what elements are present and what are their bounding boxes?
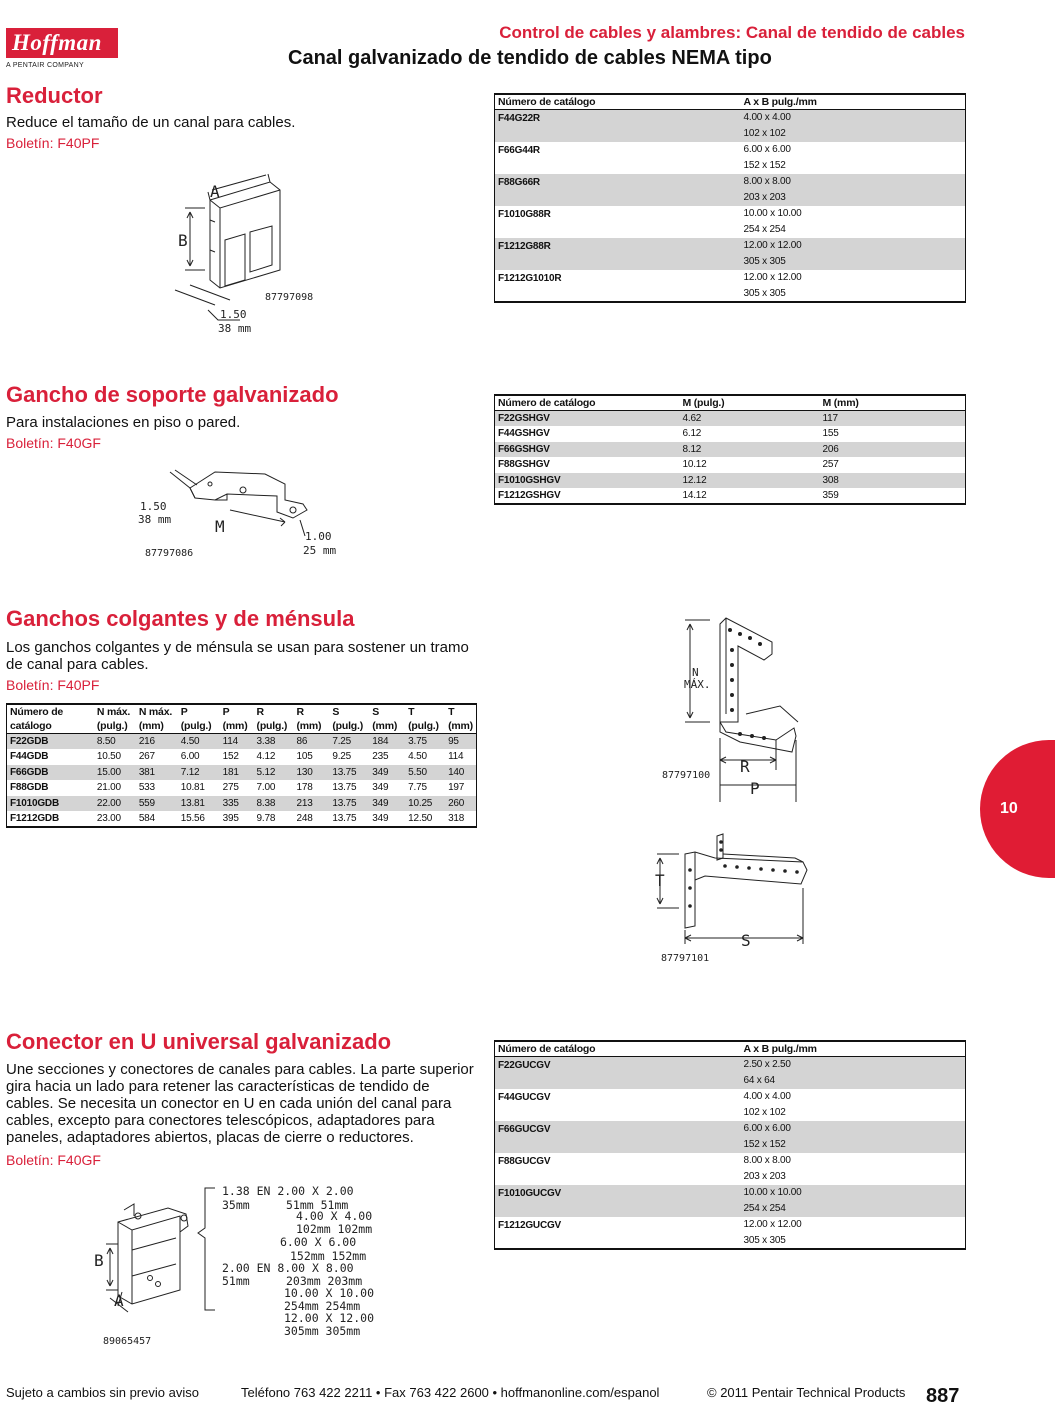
col-header-bottom: (pulg.) bbox=[178, 719, 220, 734]
cell-value: 8.50 bbox=[96, 736, 116, 747]
table-row bbox=[495, 457, 966, 473]
empty-cell bbox=[495, 254, 741, 270]
empty-cell bbox=[495, 222, 741, 238]
cell-value: 12.50 bbox=[408, 812, 433, 824]
col-header-bottom: catálogo bbox=[7, 719, 94, 734]
cell-value: 395 bbox=[222, 812, 239, 824]
table-row bbox=[495, 158, 966, 174]
cell-value: 130 bbox=[296, 766, 313, 778]
col-header-catalog: Número de catálogo bbox=[495, 395, 680, 411]
cell-value: 178 bbox=[296, 782, 313, 794]
table-row bbox=[495, 254, 966, 270]
catalog-number: F66G44R bbox=[498, 144, 540, 156]
col-header-bottom: (mm) bbox=[369, 719, 405, 734]
gancho-mensula-drawing bbox=[655, 830, 815, 965]
gancho-soporte-label-m: M bbox=[215, 517, 225, 536]
conector-u-bulletin[interactable]: Boletín: F40GF bbox=[6, 1152, 101, 1168]
cell-value: 349 bbox=[372, 812, 389, 824]
table-row bbox=[495, 442, 966, 458]
cell-value: 275 bbox=[222, 782, 239, 794]
gancho-soporte-bulletin[interactable]: Boletín: F40GF bbox=[6, 435, 101, 451]
reductor-dim-mm: 38 mm bbox=[218, 322, 252, 335]
cell-value: 95 bbox=[448, 736, 459, 747]
cell-value: 10.25 bbox=[408, 797, 433, 809]
gancho-soporte-dim2-mm: 25 mm bbox=[303, 544, 337, 557]
reductor-description: Reduce el tamaño de un canal para cables. bbox=[6, 114, 296, 131]
table-row bbox=[495, 238, 966, 254]
table-row bbox=[7, 749, 477, 765]
table-row bbox=[495, 110, 966, 126]
cell-value: 117 bbox=[822, 413, 838, 424]
size-mm: 203 x 203 bbox=[743, 192, 786, 203]
catalog-number: F1010G88R bbox=[498, 208, 551, 220]
col-header-top: S bbox=[332, 706, 340, 718]
col-header-bottom: (mm) bbox=[136, 719, 178, 734]
catalog-number: F66GDB bbox=[10, 766, 49, 778]
cell-value: 114 bbox=[222, 736, 238, 747]
ganchos-colgantes-bulletin[interactable]: Boletín: F40PF bbox=[6, 677, 100, 693]
cell-value: 105 bbox=[296, 751, 313, 763]
conector-u-dimension-line: 6.00 X 6.00 bbox=[280, 1235, 357, 1249]
table-row bbox=[495, 1073, 966, 1089]
col-header-catalog: Número de catálogo bbox=[495, 1041, 741, 1057]
cell-value: 213 bbox=[296, 797, 313, 809]
cell-value: 7.75 bbox=[408, 782, 427, 794]
col-header-top: T bbox=[408, 706, 415, 718]
catalog-number: F22GUCGV bbox=[498, 1059, 551, 1071]
table-row bbox=[495, 286, 966, 302]
size-mm: 102 x 102 bbox=[743, 128, 786, 139]
col-header-top: N máx. bbox=[96, 706, 131, 718]
table-row bbox=[495, 1089, 966, 1105]
conector-u-label-a: A bbox=[114, 1291, 124, 1310]
conector-u-dimension-line: 152mm 152mm bbox=[290, 1249, 367, 1263]
cell-value: 6.12 bbox=[682, 428, 702, 440]
logo-subtitle: A PENTAIR COMPANY bbox=[6, 62, 84, 69]
table-row bbox=[495, 1185, 966, 1201]
footer-contact: Teléfono 763 422 2211 • Fax 763 422 2600 • hoffmanonline.com/espanol bbox=[241, 1385, 660, 1400]
col-header-bottom: (pulg.) bbox=[405, 719, 445, 734]
catalog-number: F1212G1010R bbox=[498, 272, 562, 284]
size-mm: 152 x 152 bbox=[743, 1139, 786, 1150]
conector-u-dimension-line: 305mm 305mm bbox=[284, 1324, 361, 1338]
size-inches: 8.00 x 8.00 bbox=[743, 1155, 791, 1166]
table-row bbox=[495, 1105, 966, 1121]
cell-value: 4.50 bbox=[180, 736, 200, 747]
col-header-bottom: (mm) bbox=[293, 719, 329, 734]
hoffman-logo: Hoffman bbox=[6, 28, 118, 58]
gancho-soporte-drawing bbox=[135, 460, 365, 560]
reductor-label-a: A bbox=[210, 182, 220, 201]
table-row bbox=[495, 1121, 966, 1137]
cell-value: 10.12 bbox=[682, 459, 707, 471]
conector-u-dimension-line: 10.00 X 10.00 bbox=[284, 1286, 375, 1300]
catalog-number: F88GSHGV bbox=[498, 459, 550, 471]
col-header-top: P bbox=[222, 706, 230, 718]
chapter-number: 10 bbox=[1000, 800, 1018, 817]
cell-value: 584 bbox=[138, 812, 155, 824]
table-row bbox=[495, 142, 966, 158]
conector-u-dimension-line: 51mm 51mm bbox=[286, 1198, 349, 1212]
size-mm: 305 x 305 bbox=[743, 287, 786, 299]
table-row bbox=[7, 734, 477, 750]
cell-value: 260 bbox=[448, 797, 465, 809]
table-row bbox=[495, 270, 966, 286]
catalog-number: F44G22R bbox=[498, 112, 540, 124]
cell-value: 155 bbox=[822, 428, 839, 440]
size-mm: 254 x 254 bbox=[743, 1203, 786, 1214]
col-header-axb: A x B pulg./mm bbox=[741, 1041, 966, 1057]
catalog-number: F22GDB bbox=[10, 736, 49, 747]
size-inches: 6.00 x 6.00 bbox=[743, 1123, 791, 1134]
cell-value: 5.50 bbox=[408, 766, 427, 778]
gancho-soporte-dim2-in: 1.00 bbox=[305, 530, 332, 543]
category-title: Control de cables y alambres: Canal de tendido de cables bbox=[499, 23, 965, 42]
size-inches: 4.00 x 4.00 bbox=[743, 1091, 791, 1102]
cell-value: 7.12 bbox=[180, 766, 200, 778]
cell-value: 14.12 bbox=[682, 489, 707, 501]
cell-value: 248 bbox=[296, 812, 313, 824]
table-row bbox=[495, 426, 966, 442]
table-row bbox=[495, 1169, 966, 1185]
reductor-heading: Reductor bbox=[6, 83, 103, 108]
conector-u-heading: Conector en U universal galvanizado bbox=[6, 1029, 392, 1054]
col-header-top: T bbox=[448, 706, 455, 718]
cell-value: 8.38 bbox=[256, 797, 276, 809]
table-row bbox=[495, 1201, 966, 1217]
col-header-top: R bbox=[296, 706, 304, 718]
col-header-top: Número de bbox=[10, 706, 64, 718]
conector-u-dimension-line: 102mm 102mm bbox=[296, 1222, 373, 1236]
cell-value: 22.00 bbox=[96, 797, 121, 809]
table-row bbox=[7, 765, 477, 781]
cell-value: 4.62 bbox=[682, 413, 702, 424]
size-inches: 8.00 x 8.00 bbox=[743, 176, 791, 187]
cell-value: 206 bbox=[822, 443, 839, 455]
cell-value: 4.50 bbox=[408, 751, 427, 763]
table-row bbox=[495, 1153, 966, 1169]
cell-value: 181 bbox=[222, 766, 239, 778]
table-row bbox=[7, 811, 477, 827]
cell-value: 267 bbox=[138, 751, 155, 763]
gancho-soporte-dim1-in: 1.50 bbox=[140, 500, 167, 513]
gancho-soporte-description: Para instalaciones en piso o pared. bbox=[6, 414, 241, 431]
mensula-part-number: 87797101 bbox=[661, 953, 710, 964]
gancho-soporte-table bbox=[494, 394, 966, 505]
col-header-catalog: Número de catálogo bbox=[495, 94, 741, 110]
catalog-number: F22GSHGV bbox=[498, 413, 550, 424]
empty-cell bbox=[495, 1201, 741, 1217]
cell-value: 5.12 bbox=[256, 766, 276, 778]
cell-value: 257 bbox=[822, 459, 839, 471]
conector-u-part-number: 89065457 bbox=[103, 1336, 152, 1347]
colgante-label-r: R bbox=[740, 757, 750, 776]
cell-value: 335 bbox=[222, 797, 239, 809]
gancho-soporte-dim1-mm: 38 mm bbox=[138, 513, 172, 526]
catalog-number: F88GUCGV bbox=[498, 1155, 551, 1167]
cell-value: 8.12 bbox=[682, 443, 702, 455]
empty-cell bbox=[495, 1233, 741, 1249]
conector-u-label-b: B bbox=[94, 1251, 104, 1270]
colgante-label-p: P bbox=[750, 779, 760, 798]
size-mm: 102 x 102 bbox=[743, 1107, 786, 1118]
table-row bbox=[495, 1057, 966, 1073]
size-mm: 305 x 305 bbox=[743, 256, 786, 267]
mensula-label-s: S bbox=[741, 931, 751, 950]
cell-value: 308 bbox=[822, 474, 839, 486]
page-number: 887 bbox=[926, 1385, 960, 1407]
conector-u-dimension-line: 51mm bbox=[222, 1274, 250, 1288]
col-header-top: S bbox=[372, 706, 380, 718]
colgante-part-number: 87797100 bbox=[662, 770, 711, 781]
cell-value: 140 bbox=[448, 766, 465, 778]
cell-value: 3.75 bbox=[408, 736, 427, 747]
cell-value: 6.00 bbox=[180, 751, 200, 763]
catalog-number: F1212GUCGV bbox=[498, 1219, 562, 1231]
cell-value: 13.75 bbox=[332, 797, 357, 809]
conector-u-dimension-line: 35mm bbox=[222, 1198, 250, 1212]
ganchos-colgantes-heading: Ganchos colgantes y de ménsula bbox=[6, 606, 355, 631]
conector-u-dimension-line: 1.38 EN 2.00 X 2.00 bbox=[222, 1184, 354, 1198]
size-inches: 12.00 x 12.00 bbox=[743, 1219, 802, 1230]
cell-value: 216 bbox=[138, 736, 155, 747]
table-row bbox=[495, 1217, 966, 1233]
empty-cell bbox=[495, 286, 741, 302]
col-header-top: N máx. bbox=[138, 706, 173, 718]
cell-value: 15.00 bbox=[96, 766, 121, 778]
table-row bbox=[495, 190, 966, 206]
col-header-bottom: (pulg.) bbox=[254, 719, 294, 734]
col-header-bottom: (mm) bbox=[220, 719, 254, 734]
cell-value: 86 bbox=[296, 736, 308, 747]
catalog-number: F1010GSHGV bbox=[498, 474, 561, 486]
size-inches: 4.00 x 4.00 bbox=[743, 112, 791, 124]
catalog-number: F1212G88R bbox=[498, 240, 551, 252]
reductor-label-b: B bbox=[178, 231, 188, 250]
table-row bbox=[495, 488, 966, 504]
reductor-part-number: 87797098 bbox=[265, 292, 314, 303]
cell-value: 9.78 bbox=[256, 812, 276, 824]
size-inches: 12.00 x 12.00 bbox=[743, 272, 802, 283]
empty-cell bbox=[495, 190, 741, 206]
col-header-bottom: (pulg.) bbox=[329, 719, 369, 734]
cell-value: 15.56 bbox=[180, 812, 205, 824]
cell-value: 23.00 bbox=[96, 812, 121, 824]
size-mm: 64 x 64 bbox=[743, 1075, 775, 1086]
table-row bbox=[495, 206, 966, 222]
conector-u-drawing bbox=[88, 1180, 208, 1350]
ganchos-colgantes-description: Los ganchos colgantes y de ménsula se usan para sostener un tramo de canal para cables. bbox=[6, 639, 469, 673]
table-row bbox=[495, 174, 966, 190]
cell-value: 197 bbox=[448, 782, 465, 794]
table-row bbox=[495, 1137, 966, 1153]
col-header-bottom: (pulg.) bbox=[94, 719, 136, 734]
cell-value: 7.00 bbox=[256, 782, 276, 794]
size-mm: 254 x 254 bbox=[743, 224, 786, 235]
conector-u-dimension-line: 2.00 EN 8.00 X 8.00 bbox=[222, 1261, 354, 1275]
cell-value: 235 bbox=[372, 751, 389, 763]
size-inches: 10.00 x 10.00 bbox=[743, 208, 802, 219]
empty-cell bbox=[495, 1169, 741, 1185]
table-row bbox=[495, 126, 966, 142]
conector-u-dimension-line: 203mm 203mm bbox=[286, 1274, 363, 1288]
table-row bbox=[495, 411, 966, 427]
catalog-number: F1212GSHGV bbox=[498, 489, 561, 501]
table-row bbox=[495, 1233, 966, 1249]
col-header-axb: A x B pulg./mm bbox=[741, 94, 966, 110]
cell-value: 152 bbox=[222, 751, 239, 763]
empty-cell bbox=[495, 158, 741, 174]
cell-value: 359 bbox=[822, 489, 839, 501]
table-row bbox=[495, 473, 966, 489]
gancho-soporte-heading: Gancho de soporte galvanizado bbox=[6, 382, 339, 407]
reductor-table bbox=[494, 93, 966, 303]
col-header-top: P bbox=[180, 706, 188, 718]
page-title: Canal galvanizado de tendido de cables NEMA tipo bbox=[288, 47, 772, 69]
reductor-bulletin[interactable]: Boletín: F40PF bbox=[6, 135, 100, 151]
col-header-bottom: (mm) bbox=[445, 719, 476, 734]
col-header-m-in: M (pulg.) bbox=[680, 395, 820, 411]
cell-value: 349 bbox=[372, 782, 389, 794]
cell-value: 4.12 bbox=[256, 751, 276, 763]
cell-value: 13.75 bbox=[332, 766, 357, 778]
cell-value: 10.50 bbox=[96, 751, 121, 763]
conector-u-table bbox=[494, 1040, 966, 1250]
cell-value: 349 bbox=[372, 766, 389, 778]
cell-value: 559 bbox=[138, 797, 155, 809]
cell-value: 381 bbox=[138, 766, 155, 778]
size-mm: 305 x 305 bbox=[743, 1234, 786, 1246]
conector-u-dimension-line: 12.00 X 12.00 bbox=[284, 1311, 375, 1325]
cell-value: 349 bbox=[372, 797, 389, 809]
cell-value: 10.81 bbox=[180, 782, 205, 794]
reductor-dim-in: 1.50 bbox=[220, 308, 247, 321]
colgante-label-n: N bbox=[692, 666, 699, 679]
empty-cell bbox=[495, 1073, 741, 1089]
table-row bbox=[7, 796, 477, 812]
catalog-number: F1212GDB bbox=[10, 812, 59, 824]
cell-value: 7.25 bbox=[332, 736, 352, 747]
table-row bbox=[495, 222, 966, 238]
cell-value: 13.81 bbox=[180, 797, 205, 809]
catalog-number: F44GUCGV bbox=[498, 1091, 551, 1103]
size-mm: 152 x 152 bbox=[743, 160, 786, 171]
footer-notice: Sujeto a cambios sin previo aviso bbox=[6, 1385, 199, 1400]
catalog-number: F88GDB bbox=[10, 782, 49, 794]
conector-u-description: Une secciones y conectores de canales para cables. La parte superior gira hacia un lado para retener las características de tendido de cables. Se necesita un conector en U en cada unión del canal para cables, excepto para conectores telescópicos, adaptadores para paneles, adaptadores abiertos, placas de cierre o reductores. bbox=[6, 1061, 474, 1146]
cell-value: 9.25 bbox=[332, 751, 352, 763]
cell-value: 318 bbox=[448, 812, 465, 824]
colgante-label-max: MÁX. bbox=[684, 678, 711, 691]
gancho-colgante-drawing bbox=[660, 610, 810, 810]
cell-value: 114 bbox=[448, 751, 464, 763]
table-row bbox=[7, 780, 477, 796]
cell-value: 13.75 bbox=[332, 812, 357, 824]
reductor-drawing bbox=[160, 170, 360, 345]
size-inches: 2.50 x 2.50 bbox=[743, 1059, 791, 1071]
catalog-number: F1010GUCGV bbox=[498, 1187, 562, 1199]
size-inches: 6.00 x 6.00 bbox=[743, 144, 791, 155]
size-inches: 10.00 x 10.00 bbox=[743, 1187, 802, 1198]
conector-u-dimension-line: 4.00 X 4.00 bbox=[296, 1209, 373, 1223]
cell-value: 3.38 bbox=[256, 736, 276, 747]
cell-value: 13.75 bbox=[332, 782, 357, 794]
cell-value: 533 bbox=[138, 782, 155, 794]
footer-copyright: © 2011 Pentair Technical Products bbox=[707, 1385, 906, 1400]
catalog-number: F66GSHGV bbox=[498, 443, 550, 455]
empty-cell bbox=[495, 1137, 741, 1153]
catalog-number: F44GDB bbox=[10, 751, 49, 763]
cell-value: 21.00 bbox=[96, 782, 121, 794]
cell-value: 184 bbox=[372, 736, 389, 747]
empty-cell bbox=[495, 126, 741, 142]
catalog-number: F66GUCGV bbox=[498, 1123, 551, 1135]
size-inches: 12.00 x 12.00 bbox=[743, 240, 802, 251]
conector-u-dimension-line: 254mm 254mm bbox=[284, 1299, 361, 1313]
cell-value: 12.12 bbox=[682, 474, 707, 486]
col-header-m-mm: M (mm) bbox=[820, 395, 966, 411]
col-header-top: R bbox=[256, 706, 264, 718]
catalog-number: F88G66R bbox=[498, 176, 540, 188]
gancho-soporte-part-number: 87797086 bbox=[145, 548, 194, 559]
empty-cell bbox=[495, 1105, 741, 1121]
catalog-number: F44GSHGV bbox=[498, 428, 550, 440]
size-mm: 203 x 203 bbox=[743, 1171, 786, 1182]
ganchos-colgantes-table bbox=[6, 703, 477, 828]
catalog-number: F1010GDB bbox=[10, 797, 59, 809]
mensula-label-t: T bbox=[655, 871, 665, 890]
